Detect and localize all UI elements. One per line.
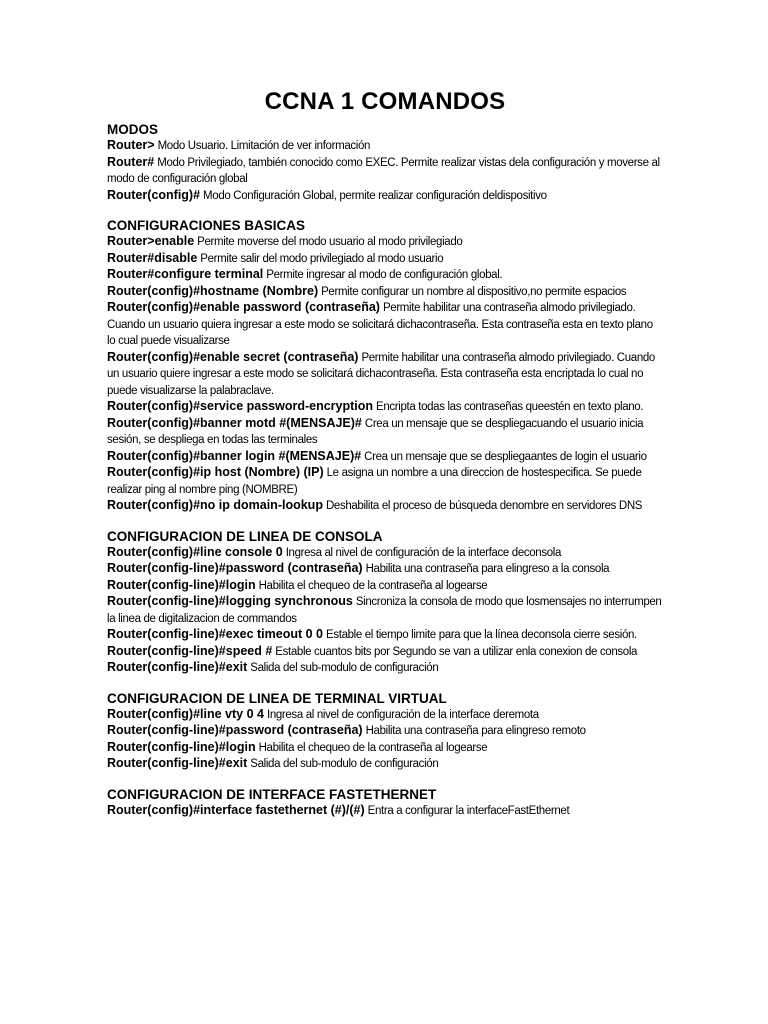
section-heading: MODOS xyxy=(107,122,159,137)
command-entry xyxy=(107,267,663,284)
command-entry xyxy=(107,284,663,301)
command-description: Entra a configurar la interfaceFastEthernet xyxy=(367,804,570,817)
section-heading: CONFIGURACIONES BASICAS xyxy=(107,218,306,233)
command-text: Router>enable xyxy=(107,234,195,248)
command-description: Sincroniza la consola de modo que losmensajes no interrumpen la linea de digitalizacion de commandos xyxy=(107,596,662,625)
command-description: Modo Privilegiado, también conocido como EXEC. Permite realizar vistas dela configuración y moverse al modo de configuración global xyxy=(107,156,660,185)
command-description: Encripta todas las contraseñas queestén en texto plano. xyxy=(376,401,644,413)
section xyxy=(107,218,663,515)
command-text: Router(config)#enable password (contraseña) xyxy=(107,300,380,314)
command-entry xyxy=(107,644,663,661)
command-text: Router(config)# xyxy=(107,187,201,202)
command-description: Le asigna un nombre a una direccion de hostespecifica. Se puede realizar ping al nombre ping (NOMBRE) xyxy=(107,467,642,496)
command-description: Modo Configuración Global, permite realizar configuración deldispositivo xyxy=(203,189,547,202)
command-description: Habilita una contraseña para elingreso a la consola xyxy=(365,563,610,575)
command-description: Permite ingresar al modo de configuración global. xyxy=(266,269,503,281)
command-text: Router(config)#line vty 0 4 xyxy=(107,706,264,721)
command-description: Habilita el chequeo de la contraseña al logearse xyxy=(258,579,488,592)
command-description: Permite moverse del modo usuario al modo privilegiado xyxy=(197,236,463,248)
command-description: Estable el tiempo limite para que la línea deconsola cierre sesión. xyxy=(326,629,637,641)
command-entry xyxy=(107,660,663,677)
command-text: Router(config)#banner login #(MENSAJE)# xyxy=(107,448,362,463)
command-text: Router(config-line)#password (contraseña) xyxy=(107,723,363,737)
command-description: Ingresa al nivel de configuración de la interface deremota xyxy=(266,708,539,721)
command-entry xyxy=(107,449,663,466)
command-description: Deshabilita el proceso de búsqueda denombre en servidores DNS xyxy=(325,500,643,512)
command-entry xyxy=(107,251,663,268)
command-entry xyxy=(107,188,663,205)
command-text: Router#configure terminal xyxy=(107,267,264,281)
command-entry xyxy=(107,578,663,595)
command-entry xyxy=(107,803,663,820)
command-description: Modo Usuario. Limitación de ver información xyxy=(157,140,371,152)
section xyxy=(107,122,663,204)
command-description: Permite salir del modo privilegiado al modo usuario xyxy=(200,252,444,265)
command-description: Salida del sub-modulo de configuración xyxy=(250,662,439,674)
command-entry xyxy=(107,350,663,400)
command-entry xyxy=(107,138,663,155)
command-text: Router> xyxy=(107,138,155,152)
command-description: Crea un mensaje que se despliegacuando el usuario inicia sesión, se despliega en todas las terminales xyxy=(107,417,644,446)
section-heading: CONFIGURACION DE LINEA DE TERMINAL VIRTUAL xyxy=(107,690,447,706)
command-entry xyxy=(107,399,663,416)
command-text: Router(config)#service password-encryption xyxy=(107,399,374,413)
command-text: Router#disable xyxy=(107,250,198,265)
command-description: Permite habilitar una contraseña almodo privilegiado. Cuando un usuario quiera ingresar a este modo se solicitará dichacontraseña. Esta contraseña esta en texto plano lo cual puede visualizarse xyxy=(107,302,653,347)
section xyxy=(107,529,663,677)
command-text: Router(config-line)#login xyxy=(107,739,256,754)
command-description: Habilita una contraseña para elingreso remoto xyxy=(365,725,586,737)
command-text: Router(config-line)#logging synchronous xyxy=(107,594,353,608)
document-body xyxy=(107,122,663,819)
command-entry xyxy=(107,545,663,562)
command-text: Router(config-line)#exit xyxy=(107,660,248,674)
command-description: Estable cuantos bits por Segundo se van a utilizar enla conexion de consola xyxy=(275,645,638,658)
command-text: Router(config)#interface fastethernet (#)/(#) xyxy=(107,802,365,817)
page-title: CCNA 1 COMANDOS xyxy=(264,88,506,115)
command-entry xyxy=(107,234,663,251)
command-description: Permite configurar un nombre al dispositivo,no permite espacios xyxy=(321,285,627,298)
command-entry xyxy=(107,155,663,188)
command-entry xyxy=(107,300,663,350)
command-entry xyxy=(107,707,663,724)
command-description: Crea un mensaje que se despliegaantes de login el usuario xyxy=(364,450,647,463)
command-text: Router(config)#ip host (Nombre) (IP) xyxy=(107,465,324,479)
command-entry xyxy=(107,756,663,773)
section-heading: CONFIGURACION DE LINEA DE CONSOLA xyxy=(107,528,383,544)
command-text: Router(config)#banner motd #(MENSAJE)# xyxy=(107,415,362,430)
command-text: Router(config)#no ip domain-lookup xyxy=(107,498,323,512)
command-text: Router(config)#hostname (Nombre) xyxy=(107,283,319,298)
command-text: Router# xyxy=(107,154,155,169)
command-entry xyxy=(107,498,663,515)
command-text: Router(config)#line console 0 xyxy=(107,544,283,559)
command-entry xyxy=(107,627,663,644)
command-description: Habilita el chequeo de la contraseña al logearse xyxy=(258,741,488,754)
section xyxy=(107,691,663,773)
command-description: Salida del sub-modulo de configuración xyxy=(250,758,439,770)
section xyxy=(107,787,663,820)
command-text: Router(config-line)#speed # xyxy=(107,643,273,658)
command-text: Router(config-line)#exec timeout 0 0 xyxy=(107,627,324,641)
command-description: Permite habilitar una contraseña almodo privilegiado. Cuando un usuario quiere ingresar a este modo se solicitará dichacontraseña. Esta contraseña esta encriptada lo cual no puede visualizarse la palabraclave. xyxy=(107,351,655,397)
command-entry xyxy=(107,723,663,740)
command-description: Ingresa al nivel de configuración de la interface deconsola xyxy=(285,546,562,559)
command-entry xyxy=(107,465,663,498)
command-entry xyxy=(107,416,663,449)
section-heading: CONFIGURACION DE INTERFACE FASTETHERNET xyxy=(107,786,437,802)
command-text: Router(config)#enable secret (contraseña) xyxy=(107,349,359,364)
command-entry xyxy=(107,561,663,578)
command-text: Router(config-line)#login xyxy=(107,577,256,592)
document-page xyxy=(107,88,663,819)
command-text: Router(config-line)#password (contraseña) xyxy=(107,561,363,575)
command-text: Router(config-line)#exit xyxy=(107,756,248,770)
command-entry xyxy=(107,594,663,627)
command-entry xyxy=(107,740,663,757)
